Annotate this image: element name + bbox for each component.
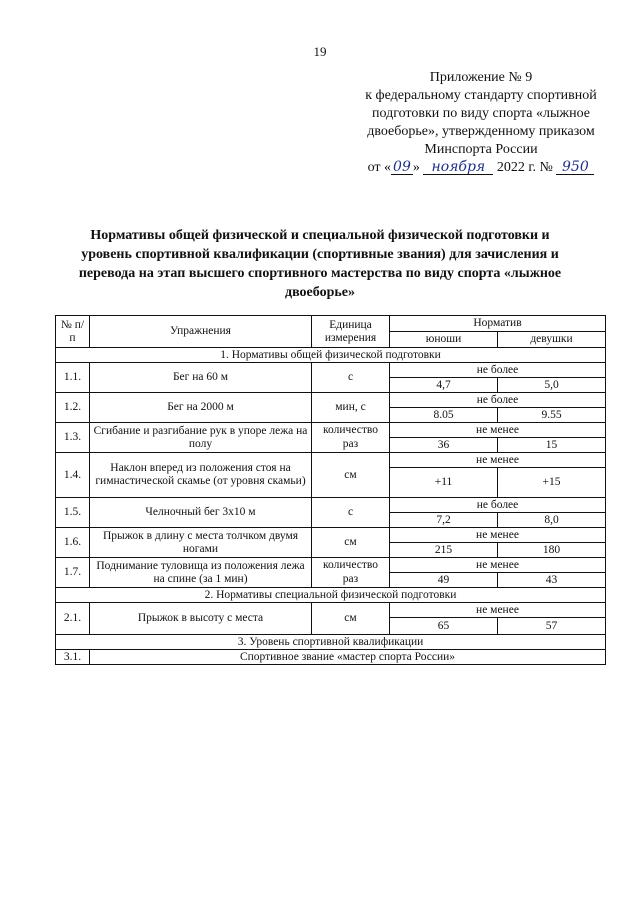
row-unit: с [312, 498, 390, 528]
row-unit: см [312, 528, 390, 558]
row-unit-bottom: раз [312, 573, 390, 588]
header-num: № п/п [56, 316, 90, 348]
row-num: 1.2. [56, 393, 90, 423]
row-condition: не менее [390, 453, 606, 468]
row-condition: не более [390, 363, 606, 378]
row-condition: не менее [390, 558, 606, 573]
table-row [56, 650, 606, 665]
row-exercise: Прыжок в высоту с места [90, 603, 312, 635]
table-row [56, 393, 606, 408]
table-row [56, 528, 606, 543]
year-text: 2022 г. № [496, 160, 553, 175]
row-condition: не менее [390, 528, 606, 543]
row-num: 2.1. [56, 603, 90, 635]
row-exercise: Бег на 2000 м [90, 393, 312, 423]
row-exercise: Челночный бег 3х10 м [90, 498, 312, 528]
row-unit: см [312, 603, 390, 635]
row-girls-value: 15 [498, 438, 606, 453]
row-boys-value: 215 [390, 543, 498, 558]
row-girls-value: +15 [498, 468, 606, 498]
page-number: 19 [313, 44, 327, 59]
row-num: 1.7. [56, 558, 90, 588]
row-condition: не менее [390, 603, 606, 618]
row-girls-value: 9.55 [498, 408, 606, 423]
row-girls-value: 5,0 [498, 378, 606, 393]
row-condition: не более [390, 498, 606, 513]
section-title: 2. Нормативы специальной физической подготовки [56, 588, 606, 603]
row-girls-value: 57 [498, 618, 606, 635]
row-girls-value: 43 [498, 573, 606, 588]
row-unit: с [312, 363, 390, 393]
row-boys-value: 49 [390, 573, 498, 588]
row-condition: не менее [390, 423, 606, 438]
row-exercise: Сгибание и разгибание рук в упоре лежа на полу [90, 423, 312, 453]
header-norm: Норматив [390, 316, 606, 332]
handwritten-month: ноября [423, 160, 493, 175]
appendix-line: к федеральному стандарту спортивной [365, 88, 597, 103]
row-exercise: Наклон вперед из положения стоя на гимнастической скамье (от уровня скамьи) [90, 453, 312, 498]
row-num: 1.3. [56, 423, 90, 453]
row-exercise: Прыжок в длину с места толчком двумя ногами [90, 528, 312, 558]
row-unit-top: количество [312, 423, 390, 438]
row-boys-value: +11 [390, 468, 498, 498]
row-unit: мин, с [312, 393, 390, 423]
row-num: 1.6. [56, 528, 90, 558]
date-mid: » [412, 160, 420, 175]
row-exercise: Спортивное звание «мастер спорта России» [90, 650, 606, 665]
table-row [56, 498, 606, 513]
row-exercise: Поднимание туловища из положения лежа на спине (за 1 мин) [90, 558, 312, 588]
norms-table [55, 315, 606, 665]
row-num: 1.4. [56, 453, 90, 498]
table-row [56, 453, 606, 468]
row-girls-value: 180 [498, 543, 606, 558]
row-boys-value: 4,7 [390, 378, 498, 393]
table-row [56, 558, 606, 573]
row-boys-value: 36 [390, 438, 498, 453]
row-boys-value: 7,2 [390, 513, 498, 528]
row-boys-value: 65 [390, 618, 498, 635]
table-row [56, 603, 606, 618]
row-unit-bottom: раз [312, 438, 390, 453]
row-unit: см [312, 453, 390, 498]
row-unit-top: количество [312, 558, 390, 573]
table-row [56, 363, 606, 378]
handwritten-order-number: 950 [556, 160, 594, 175]
header-unit: Единица измерения [312, 316, 390, 348]
header-girls: девушки [498, 332, 606, 348]
date-prefix: от « [367, 160, 392, 175]
row-boys-value: 8.05 [390, 408, 498, 423]
row-num: 1.1. [56, 363, 90, 393]
appendix-block [352, 69, 610, 177]
appendix-line: подготовки по виду спорта «лыжное [372, 106, 590, 121]
row-exercise: Бег на 60 м [90, 363, 312, 393]
handwritten-day: 09 [393, 159, 411, 175]
appendix-line: двоеборье», утвержденному приказом [367, 124, 595, 139]
table-row [56, 423, 606, 438]
header-boys: юноши [390, 332, 498, 348]
document-title: Нормативы общей физической и специальной физической подготовки и уровень спортивной квалификации (спортивные звания) для зачисления и перевода на этап высшего спортивного мастерства по виду спорта «лыжное двоеборье» [78, 228, 562, 300]
row-girls-value: 8,0 [498, 513, 606, 528]
row-num: 3.1. [56, 650, 90, 665]
section-title: 3. Уровень спортивной квалификации [56, 635, 606, 650]
row-num: 1.5. [56, 498, 90, 528]
row-condition: не более [390, 393, 606, 408]
header-exercise: Упражнения [90, 316, 312, 348]
appendix-line: Минспорта России [424, 142, 538, 157]
order-date-line [352, 159, 610, 177]
section-title: 1. Нормативы общей физической подготовки [56, 348, 606, 363]
appendix-line: Приложение № 9 [429, 70, 533, 85]
